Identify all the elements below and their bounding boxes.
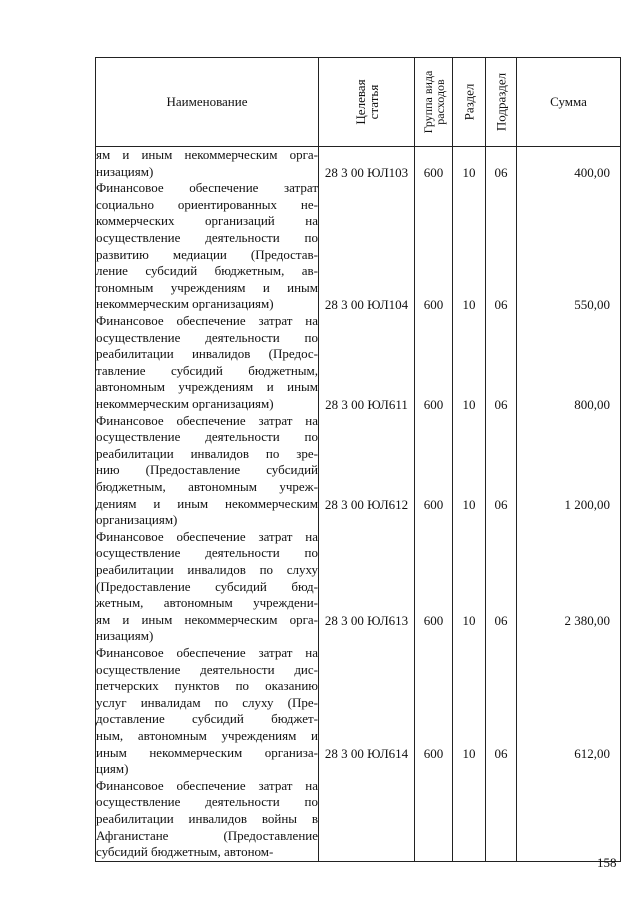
name-line: осуществление деятельности дис-	[96, 661, 318, 677]
name-line: некоммерческим организациям)	[96, 296, 274, 312]
name-line: реабилитации инвалидов войны в	[96, 810, 318, 826]
row-group-cell: 600	[423, 745, 444, 761]
row-subsection-cell: 06	[494, 496, 508, 512]
row-subsection-cell: 06	[494, 745, 508, 761]
name-line: коммерческих организаций на	[96, 213, 318, 229]
name-line: Финансовое обеспечение затрат на	[96, 777, 318, 793]
name-line: осуществление деятельности по	[96, 794, 318, 810]
name-line: Афганистане (Предоставление	[96, 827, 318, 843]
row-code-cell: 28 3 00 ЮЛ612	[324, 496, 409, 512]
name-line: Финансовое обеспечение затрат на	[96, 313, 318, 328]
name-line: осуществление деятельности по	[96, 329, 318, 345]
name-line: некоммерческим организациям)	[96, 395, 274, 411]
name-line: иным некоммерческим организа-	[96, 744, 318, 760]
name-line: социально ориентированных не-	[96, 196, 318, 212]
row-code-cell: 28 3 00 ЮЛ613	[324, 612, 409, 628]
name-line: организациям)	[96, 512, 178, 528]
name-line: Финансовое обеспечение затрат на	[96, 644, 318, 660]
name-column	[96, 147, 319, 862]
row-sum-cell: 612,00	[574, 745, 610, 761]
row-section-cell: 10	[462, 297, 476, 313]
header-subsection: Подраздел	[486, 58, 517, 147]
name-line: циям)	[96, 761, 129, 777]
name-line: низациям)	[96, 628, 154, 644]
row-name-cell	[96, 313, 318, 413]
name-line: (Предоставление субсидий бюд-	[96, 578, 318, 594]
row-sum-cell: 1 200,00	[564, 496, 610, 512]
name-line: Финансовое обеспечение затрат на	[96, 528, 318, 544]
row-group-cell: 600	[423, 297, 444, 313]
expense-group-column	[415, 147, 453, 862]
row-section-cell: 10	[462, 397, 476, 412]
name-line: автономным учреждениям и иным	[96, 379, 318, 395]
name-line: осуществление деятельности по	[96, 429, 318, 445]
header-expense-group: Группа вида расходов	[415, 58, 453, 147]
name-line: ям и иным некоммерческим орга-	[96, 147, 318, 162]
row-name-cell	[96, 778, 318, 861]
name-line: ным, автономным учреждениям и	[96, 727, 318, 743]
table-header-row	[96, 58, 621, 147]
row-code-cell: 28 3 00 ЮЛ104	[324, 297, 409, 313]
row-subsection-cell: 06	[494, 397, 508, 412]
name-line: тономным учреждениям и иным	[96, 279, 318, 295]
name-line: Финансовое обеспечение затрат	[96, 180, 318, 196]
name-line: услуг инвалидам по слуху (Пре-	[96, 694, 318, 710]
row-section-cell: 10	[462, 164, 476, 180]
name-line: реабилитации инвалидов по слуху	[96, 561, 318, 577]
row-name-cell	[96, 413, 318, 529]
name-line: петчерских пунктов по оказанию	[96, 678, 318, 694]
name-line: дениям и иным некоммерческим	[96, 495, 318, 511]
name-line: жетным, автономным учреждени-	[96, 595, 318, 611]
name-line: реабилитации инвалидов (Предос-	[96, 346, 318, 362]
row-sum-cell: 800,00	[574, 397, 610, 412]
row-section-cell: 10	[462, 745, 476, 761]
row-subsection-cell: 06	[494, 297, 508, 313]
row-code-cell: 28 3 00 ЮЛ614	[324, 745, 409, 761]
header-section: Раздел	[453, 58, 486, 147]
row-code-cell: 28 3 00 ЮЛ611	[325, 397, 408, 412]
page-number: 158	[597, 855, 617, 870]
header-name: Наименование	[96, 58, 319, 147]
row-name-cell	[96, 147, 318, 313]
row-group-cell: 600	[423, 612, 444, 628]
name-line: осуществление деятельности по	[96, 545, 318, 561]
name-line: ям и иным некоммерческим орга-	[96, 611, 318, 627]
name-line: реабилитации инвалидов по зре-	[96, 445, 318, 461]
section-column	[453, 147, 486, 862]
name-line: низациям)	[96, 163, 154, 179]
row-group-cell: 600	[423, 397, 444, 412]
row-group-cell: 600	[423, 164, 444, 180]
target-article-column	[319, 147, 415, 862]
row-sum-cell: 550,00	[574, 297, 610, 313]
name-line: доставление субсидий бюджет-	[96, 711, 318, 727]
subsection-column	[486, 147, 517, 862]
row-subsection-cell: 06	[494, 612, 508, 628]
table-body-row	[96, 147, 621, 862]
row-subsection-cell: 06	[494, 164, 508, 180]
name-line: осуществление деятельности по	[96, 229, 318, 245]
row-sum-cell: 2 380,00	[564, 612, 610, 628]
name-line: нию (Предоставление субсидий	[96, 462, 318, 478]
name-line: бюджетным, автономным учреж-	[96, 478, 318, 494]
name-line: субсидий бюджетным, автоном-	[96, 844, 274, 860]
row-section-cell: 10	[462, 496, 476, 512]
row-group-cell: 600	[423, 496, 444, 512]
name-line: тавление субсидий бюджетным,	[96, 362, 318, 378]
row-name-cell	[96, 645, 318, 778]
header-target-article: Целевая статья	[319, 58, 415, 147]
row-code-cell: 28 3 00 ЮЛ103	[324, 164, 409, 180]
row-name-cell	[96, 529, 318, 645]
name-line: развитию медиации (Предостав-	[96, 246, 318, 262]
name-line: Финансовое обеспечение затрат на	[96, 412, 318, 428]
header-sum: Сумма	[517, 58, 621, 147]
budget-table	[95, 57, 621, 862]
name-line: ление субсидий бюджетным, ав-	[96, 263, 318, 279]
sum-column	[517, 147, 621, 862]
row-sum-cell: 400,00	[574, 164, 610, 180]
row-section-cell: 10	[462, 612, 476, 628]
